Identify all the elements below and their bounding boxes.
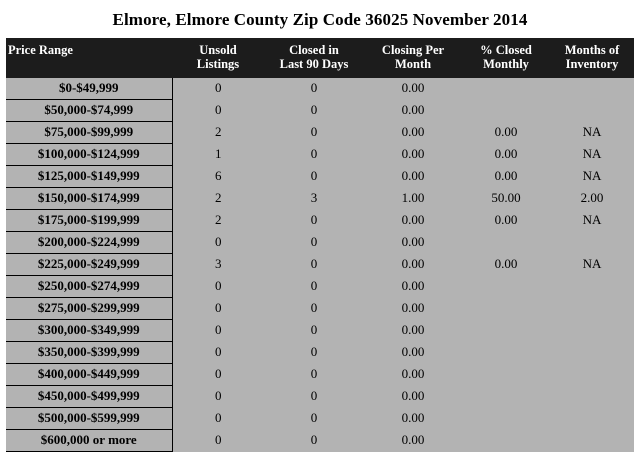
cell-price-range: $75,000-$99,999 xyxy=(6,121,172,143)
cell-closing-per-month: 0.00 xyxy=(364,99,462,121)
cell-percent-closed-monthly xyxy=(462,429,550,451)
table-row xyxy=(6,407,634,429)
cell-unsold-listings: 1 xyxy=(172,143,264,165)
cell-percent-closed-monthly: 0.00 xyxy=(462,143,550,165)
table-row xyxy=(6,363,634,385)
cell-percent-closed-monthly xyxy=(462,297,550,319)
table-row xyxy=(6,231,634,253)
column-header-months-of-inventory-line1: Months of xyxy=(564,43,620,57)
column-header-closed-last-90-days-line1: Closed in xyxy=(289,43,339,57)
cell-closed-last-90-days: 0 xyxy=(264,275,364,297)
cell-closing-per-month: 0.00 xyxy=(364,297,462,319)
cell-percent-closed-monthly xyxy=(462,231,550,253)
table-row xyxy=(6,297,634,319)
cell-closing-per-month: 0.00 xyxy=(364,209,462,231)
cell-closed-last-90-days: 0 xyxy=(264,99,364,121)
cell-percent-closed-monthly: 0.00 xyxy=(462,253,550,275)
cell-closing-per-month: 0.00 xyxy=(364,363,462,385)
cell-closing-per-month: 0.00 xyxy=(364,341,462,363)
table-row xyxy=(6,209,634,231)
cell-unsold-listings: 2 xyxy=(172,121,264,143)
cell-closed-last-90-days: 0 xyxy=(264,78,364,100)
cell-price-range: $50,000-$74,999 xyxy=(6,99,172,121)
cell-price-range: $0-$49,999 xyxy=(6,78,172,100)
cell-percent-closed-monthly: 50.00 xyxy=(462,187,550,209)
cell-price-range: $150,000-$174,999 xyxy=(6,187,172,209)
cell-percent-closed-monthly xyxy=(462,78,550,100)
cell-price-range: $500,000-$599,999 xyxy=(6,407,172,429)
cell-closed-last-90-days: 0 xyxy=(264,407,364,429)
cell-unsold-listings: 0 xyxy=(172,231,264,253)
cell-closed-last-90-days: 0 xyxy=(264,429,364,451)
cell-price-range: $250,000-$274,999 xyxy=(6,275,172,297)
cell-closing-per-month: 0.00 xyxy=(364,429,462,451)
table-body xyxy=(6,78,634,452)
cell-unsold-listings: 0 xyxy=(172,429,264,451)
cell-months-of-inventory xyxy=(550,319,634,341)
cell-closing-per-month: 0.00 xyxy=(364,78,462,100)
cell-closing-per-month: 0.00 xyxy=(364,165,462,187)
cell-price-range: $300,000-$349,999 xyxy=(6,319,172,341)
cell-percent-closed-monthly xyxy=(462,319,550,341)
cell-closing-per-month: 0.00 xyxy=(364,143,462,165)
cell-unsold-listings: 2 xyxy=(172,209,264,231)
cell-price-range: $125,000-$149,999 xyxy=(6,165,172,187)
cell-months-of-inventory xyxy=(550,78,634,100)
cell-closing-per-month: 0.00 xyxy=(364,385,462,407)
cell-percent-closed-monthly: 0.00 xyxy=(462,121,550,143)
table-row xyxy=(6,143,634,165)
cell-months-of-inventory xyxy=(550,363,634,385)
cell-closed-last-90-days: 0 xyxy=(264,319,364,341)
cell-unsold-listings: 0 xyxy=(172,363,264,385)
cell-unsold-listings: 3 xyxy=(172,253,264,275)
column-header-price-range-line1: Price Range xyxy=(8,43,73,57)
cell-unsold-listings: 0 xyxy=(172,99,264,121)
column-header-price-range xyxy=(6,38,172,78)
cell-closing-per-month: 0.00 xyxy=(364,253,462,275)
cell-closing-per-month: 0.00 xyxy=(364,121,462,143)
column-header-months-of-inventory-line2: Inventory xyxy=(565,57,619,72)
column-header-closed-last-90-days xyxy=(264,38,364,78)
cell-closed-last-90-days: 0 xyxy=(264,209,364,231)
cell-price-range: $600,000 or more xyxy=(6,429,172,451)
cell-price-range: $100,000-$124,999 xyxy=(6,143,172,165)
cell-months-of-inventory: NA xyxy=(550,253,634,275)
cell-unsold-listings: 0 xyxy=(172,78,264,100)
cell-percent-closed-monthly xyxy=(462,341,550,363)
cell-months-of-inventory: 2.00 xyxy=(550,187,634,209)
cell-unsold-listings: 0 xyxy=(172,407,264,429)
table-row xyxy=(6,187,634,209)
cell-price-range: $400,000-$449,999 xyxy=(6,363,172,385)
column-header-unsold-listings-line2: Listings xyxy=(196,57,240,72)
table-row xyxy=(6,121,634,143)
cell-months-of-inventory xyxy=(550,429,634,451)
cell-months-of-inventory xyxy=(550,341,634,363)
cell-unsold-listings: 2 xyxy=(172,187,264,209)
cell-closed-last-90-days: 0 xyxy=(264,231,364,253)
table-row xyxy=(6,165,634,187)
cell-price-range: $275,000-$299,999 xyxy=(6,297,172,319)
cell-closed-last-90-days: 0 xyxy=(264,253,364,275)
cell-unsold-listings: 6 xyxy=(172,165,264,187)
page-title: Elmore, Elmore County Zip Code 36025 November 2014 xyxy=(112,10,528,29)
cell-months-of-inventory xyxy=(550,407,634,429)
column-header-percent-closed-monthly-line1: % Closed xyxy=(480,43,532,57)
cell-months-of-inventory xyxy=(550,231,634,253)
table-row xyxy=(6,429,634,451)
cell-percent-closed-monthly: 0.00 xyxy=(462,165,550,187)
cell-closed-last-90-days: 0 xyxy=(264,143,364,165)
cell-price-range: $450,000-$499,999 xyxy=(6,385,172,407)
column-header-closing-per-month xyxy=(364,38,462,78)
column-header-closing-per-month-line1: Closing Per xyxy=(381,43,445,57)
table-header-row xyxy=(6,38,634,78)
cell-closed-last-90-days: 0 xyxy=(264,341,364,363)
cell-percent-closed-monthly xyxy=(462,385,550,407)
column-header-closing-per-month-line2: Month xyxy=(394,57,432,72)
table-row xyxy=(6,78,634,100)
table-row xyxy=(6,319,634,341)
column-header-unsold-listings xyxy=(172,38,264,78)
cell-price-range: $200,000-$224,999 xyxy=(6,231,172,253)
cell-closed-last-90-days: 0 xyxy=(264,297,364,319)
cell-months-of-inventory: NA xyxy=(550,143,634,165)
cell-closed-last-90-days: 0 xyxy=(264,165,364,187)
table-container xyxy=(6,38,634,452)
column-header-months-of-inventory xyxy=(550,38,634,78)
cell-unsold-listings: 0 xyxy=(172,297,264,319)
cell-months-of-inventory xyxy=(550,275,634,297)
cell-percent-closed-monthly xyxy=(462,99,550,121)
column-header-unsold-listings-line1: Unsold xyxy=(199,43,237,57)
table-row xyxy=(6,253,634,275)
column-header-percent-closed-monthly-line2: Monthly xyxy=(483,57,529,72)
inventory-table xyxy=(6,38,634,452)
cell-closing-per-month: 1.00 xyxy=(364,187,462,209)
cell-closed-last-90-days: 0 xyxy=(264,363,364,385)
cell-closed-last-90-days: 0 xyxy=(264,121,364,143)
cell-closed-last-90-days: 0 xyxy=(264,385,364,407)
column-header-percent-closed-monthly xyxy=(462,38,550,78)
cell-closing-per-month: 0.00 xyxy=(364,407,462,429)
table-row xyxy=(6,341,634,363)
cell-months-of-inventory: NA xyxy=(550,121,634,143)
cell-unsold-listings: 0 xyxy=(172,275,264,297)
cell-closed-last-90-days: 3 xyxy=(264,187,364,209)
table-row xyxy=(6,99,634,121)
cell-percent-closed-monthly xyxy=(462,275,550,297)
cell-price-range: $175,000-$199,999 xyxy=(6,209,172,231)
cell-percent-closed-monthly xyxy=(462,363,550,385)
cell-months-of-inventory xyxy=(550,385,634,407)
cell-months-of-inventory xyxy=(550,297,634,319)
cell-unsold-listings: 0 xyxy=(172,385,264,407)
cell-months-of-inventory: NA xyxy=(550,165,634,187)
cell-closing-per-month: 0.00 xyxy=(364,231,462,253)
cell-months-of-inventory xyxy=(550,99,634,121)
table-row xyxy=(6,275,634,297)
cell-months-of-inventory: NA xyxy=(550,209,634,231)
cell-unsold-listings: 0 xyxy=(172,319,264,341)
column-header-closed-last-90-days-line2: Last 90 Days xyxy=(279,57,349,72)
cell-unsold-listings: 0 xyxy=(172,341,264,363)
cell-closing-per-month: 0.00 xyxy=(364,275,462,297)
cell-closing-per-month: 0.00 xyxy=(364,319,462,341)
cell-percent-closed-monthly: 0.00 xyxy=(462,209,550,231)
cell-percent-closed-monthly xyxy=(462,407,550,429)
cell-price-range: $225,000-$249,999 xyxy=(6,253,172,275)
cell-price-range: $350,000-$399,999 xyxy=(6,341,172,363)
table-row xyxy=(6,385,634,407)
table-header xyxy=(6,38,634,78)
